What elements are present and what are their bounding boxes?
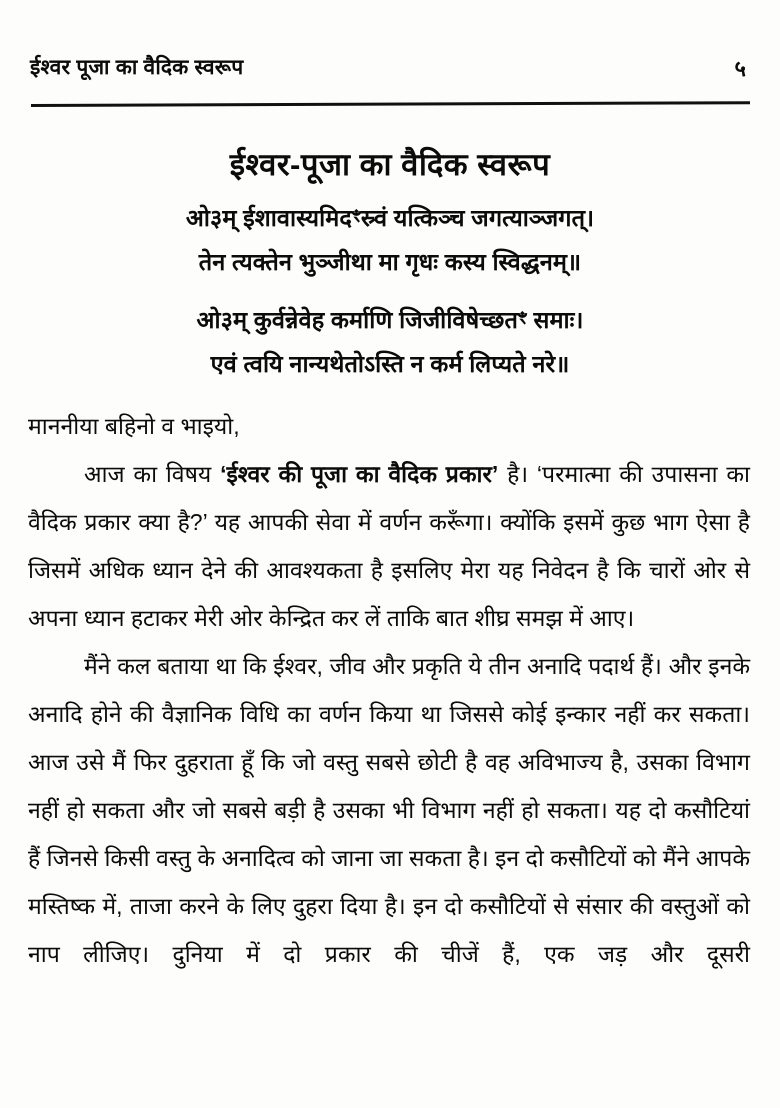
verse-line: ओ३म् ईशावास्यमिदꣳस्र्वं यत्किञ्च जगत्याञ्जगत्। xyxy=(185,205,595,231)
page-number: ५ xyxy=(734,56,746,81)
body-text xyxy=(28,402,750,1026)
running-header-title: ईश्वर पूजा का वैदिक स्वरूप xyxy=(30,56,244,79)
salutation: माननीया बहिनो व भाइयो, xyxy=(28,413,240,439)
header-divider-rule xyxy=(31,101,750,107)
running-header xyxy=(30,56,752,90)
sanskrit-verses xyxy=(0,196,780,386)
page-title: ईश्वर-पूजा का वैदिक स्वरूप xyxy=(229,146,551,182)
verse-line: ओ३म् कुर्वन्नेवेह कर्माणि जिजीविषेच्छतꣳ समाः। xyxy=(196,307,584,333)
verse-line: तेन त्यक्तेन भुञ्जीथा मा गृधः कस्य स्विद्धनम्॥ xyxy=(198,249,582,275)
verse-block xyxy=(0,298,780,386)
verse-block xyxy=(0,196,780,284)
paragraph-1 xyxy=(28,450,750,642)
paragraph-1-plain-quote: ‘परमात्मा की उपासना का वैदिक प्रकार क्या है?’ xyxy=(28,461,750,535)
paragraph-1-part-2: है। xyxy=(498,461,537,487)
verse-line: एवं त्वयि नान्यथेतोऽस्ति न कर्म लिप्यते नरे॥ xyxy=(210,351,570,377)
paragraph-1-part-3: यह आपकी सेवा में वर्णन करूँगा। क्योंकि इसमें कुछ भाग ऐसा है जिसमें अधिक ध्यान देने की आवश्यकता है इसलिए मेरा यह निवेदन है कि चारों ओर से अपना ध्यान हटाकर मेरी ओर केन्द्रित कर लें ताकि बात शीघ्र समझ में आए। xyxy=(28,509,750,631)
paragraph-1-bold-quote: ‘ईश्वर की पूजा का वैदिक प्रकार’ xyxy=(220,461,499,487)
paragraph-1-part-1: आज का विषय xyxy=(84,461,221,487)
paragraph-2: मैंने कल बताया था कि ईश्वर, जीव और प्रकृति ये तीन अनादि पदार्थ हैं। और इनके अनादि होने की वैज्ञानिक विधि का वर्णन किया था जिससे कोई इन्कार नहीं कर सकता। आज उसे मैं फिर दुहराता हूँ कि जो वस्तु सबसे छोटी है वह अविभाज्य है, उसका विभाग नहीं हो सकता और जो सबसे बड़ी है उसका भी विभाग नहीं हो सकता। यह दो कसौटियां हैं जिनसे किसी वस्तु के अनादित्व को जाना जा सकता है। इन दो कसौटियों को मैंने आपके मस्तिष्क में, ताजा करने के लिए दुहरा दिया है। इन दो कसौटियों से संसार की वस्तुओं को नाप लीजिए। दुनिया में दो प्रकार की चीजें हैं, एक जड़ और दूसरी xyxy=(28,653,750,967)
